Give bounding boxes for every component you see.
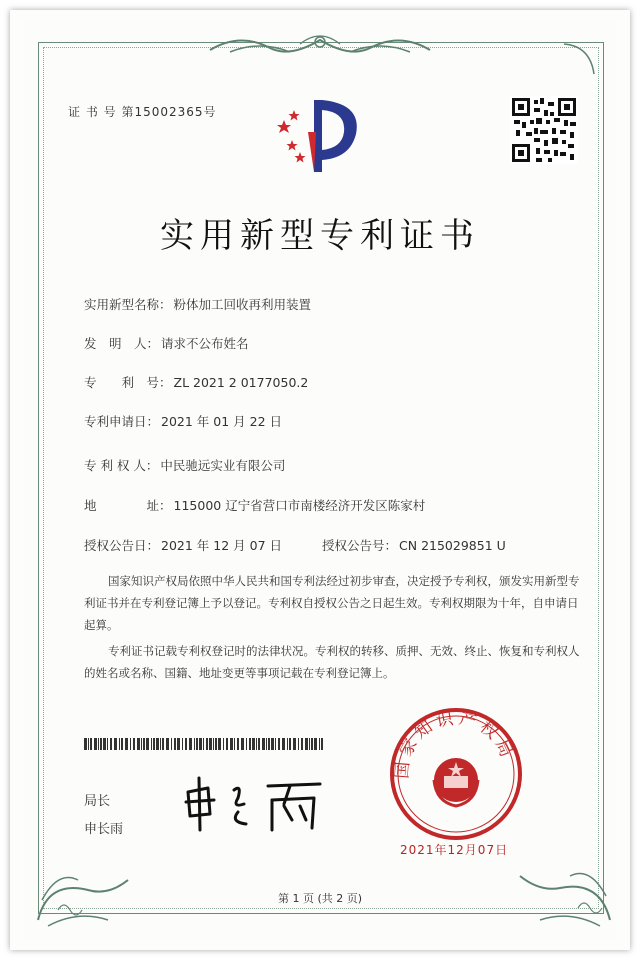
certificate-number-value: 第15002365号 — [121, 105, 217, 119]
cnipa-logo-icon — [270, 92, 370, 178]
official-seal-icon — [388, 706, 524, 842]
bottom-left-ornament-icon — [28, 840, 138, 930]
grant-number-label: 授权公告号： — [322, 538, 398, 553]
body-paragraph-2: 专利证书记载专利权登记时的法律状况。专利权的转移、质押、无效、终止、恢复和专利权人的姓名或名称、国籍、地址变更等事项记载在专利登记簿上。 — [84, 644, 580, 680]
director-title: 局长 — [84, 794, 111, 809]
certificate-number-label: 证 书 号 — [68, 105, 117, 119]
director-signature-icon — [180, 774, 330, 834]
grant-number-value: CN 215029851 U — [399, 538, 506, 553]
grant-date-value: 2021 年 12 月 07 日 — [161, 538, 283, 553]
field-patent-number — [84, 373, 308, 391]
field-application-date — [84, 412, 282, 430]
director-name: 申长雨 — [84, 822, 124, 837]
certificate-body — [84, 570, 584, 684]
field-value: 请求不公布姓名 — [161, 336, 249, 351]
field-value: 2021 年 01 月 22 日 — [161, 414, 283, 429]
field-value: 115000 辽宁省营口市南楼经济开发区陈家村 — [173, 498, 426, 513]
field-inventor — [84, 334, 249, 352]
field-label: 发 明 人： — [84, 336, 160, 351]
field-value: 粉体加工回收再利用装置 — [173, 297, 312, 312]
field-address — [84, 496, 425, 514]
top-ornament-icon — [200, 30, 440, 60]
field-label: 专利申请日： — [84, 414, 160, 429]
qr-code-icon — [510, 96, 578, 164]
certificate-title: 实用新型专利证书 — [160, 216, 480, 256]
certificate-number — [68, 103, 217, 120]
field-value: 中民驰远实业有限公司 — [160, 458, 286, 473]
field-utility-model-name — [84, 295, 311, 313]
page-number: 第 1 页 (共 2 页) — [277, 892, 363, 905]
field-label: 实用新型名称： — [84, 297, 172, 312]
seal-date: 2021年12月07日 — [400, 843, 509, 857]
field-label: 地 址： — [84, 498, 172, 513]
barcode-icon — [84, 738, 324, 750]
grant-date-label: 授权公告日： — [84, 538, 160, 553]
field-grant-date — [84, 536, 282, 554]
field-grant-number — [322, 536, 506, 554]
field-patentee — [84, 456, 285, 474]
bottom-right-ornament-icon — [500, 830, 620, 930]
field-value: ZL 2021 2 0177050.2 — [173, 375, 309, 390]
body-paragraph-1: 国家知识产权局依照中华人民共和国专利法经过初步审查，决定授予专利权，颁发实用新型专利证书并在专利登记簿上予以登记。专利权自授权公告之日起生效。专利权期限为十年，自申请日起算。 — [84, 574, 580, 632]
field-label: 专 利 权 人： — [84, 458, 159, 473]
top-right-ornament-icon — [560, 40, 600, 80]
seal-text: 国家知识产权局 — [392, 708, 518, 780]
field-label: 专 利 号： — [84, 375, 172, 390]
